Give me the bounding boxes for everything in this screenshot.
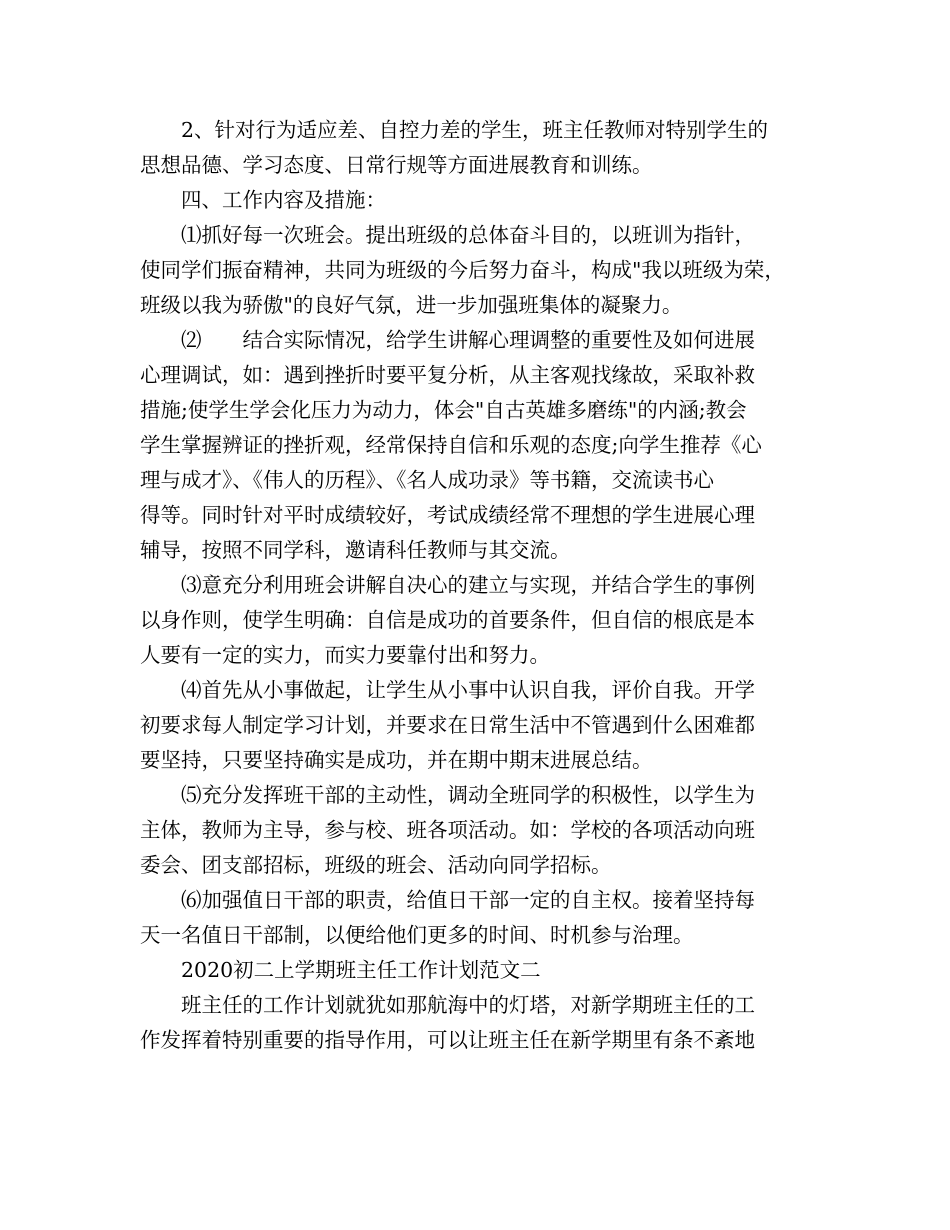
text-line: ⑹加强值日干部的职责，给值日干部一定的自主权。接着坚持每 — [181, 888, 755, 912]
text-line: 使同学们振奋精神，共同为班级的今后努力奋斗，构成"我以班级为荣， — [140, 258, 785, 282]
text-line: 得等。同时针对平时成绩较好，考试成绩经常不理想的学生进展心理 — [140, 503, 755, 527]
text-line: 措施;使学生学会化压力为动力，体会"自古英雄多磨练"的内涵;教会 — [140, 398, 747, 422]
section-heading-work-content — [140, 183, 816, 218]
text-line: 班主任的工作计划就犹如那航海中的灯塔，对新学期班主任的工 — [181, 993, 755, 1017]
text-line: 辅导，按照不同学科，邀请科任教师与其交流。 — [140, 538, 571, 562]
text-line: 2、针对行为适应差、自控力差的学生，班主任教师对特别学生的 — [181, 118, 769, 142]
text-line: ⑵ 结合实际情况，给学生讲解心理调整的重要性及如何进展 — [181, 328, 755, 352]
text-line: 以身作则，使学生明确：自信是成功的首要条件，但自信的根底是本 — [140, 608, 755, 632]
text-line: ⑶意充分利用班会讲解自决心的建立与实现，并结合学生的事例 — [181, 573, 755, 597]
paragraph-item-2 — [140, 323, 816, 568]
text-line: 人要有一定的实力，而实力要靠付出和努力。 — [140, 643, 550, 667]
text-line: 理与成才》、《伟人的历程》、《名人成功录》等书籍，交流读书心 — [140, 468, 714, 492]
text-line: ⑸充分发挥班干部的主动性，调动全班同学的积极性，以学生为 — [181, 783, 755, 807]
paragraph-item-1 — [140, 218, 816, 323]
text-line: 主体，教师为主导，参与校、班各项活动。如：学校的各项活动向班 — [140, 818, 755, 842]
text-line: 委会、团支部招标，班级的班会、活动向同学招标。 — [140, 853, 612, 877]
document-body — [140, 113, 816, 1058]
paragraph-plan-two-intro — [140, 988, 816, 1058]
text-line: 心理调试，如：遇到挫折时要平复分析，从主客观找缘故，采取补救 — [140, 363, 755, 387]
heading-text: 2020初二上学期班主任工作计划范文二 — [181, 958, 541, 982]
text-line: 学生掌握辨证的挫折观，经常保持自信和乐观的态度;向学生推荐《心 — [140, 433, 762, 457]
section-title-plan-two — [140, 953, 816, 988]
text-line: 要坚持，只要坚持确实是成功，并在期中期末进展总结。 — [140, 748, 653, 772]
text-line: ⑴抓好每一次班会。提出班级的总体奋斗目的，以班训为指针， — [181, 223, 755, 247]
paragraph-item-3 — [140, 568, 816, 673]
text-line: ⑷首先从小事做起，让学生从小事中认识自我，评价自我。开学 — [181, 678, 755, 702]
heading-text: 四、工作内容及措施： — [181, 188, 386, 212]
text-line: 初要求每人制定学习计划，并要求在日常生活中不管遇到什么困难都 — [140, 713, 755, 737]
paragraph-behavior-students — [140, 113, 816, 183]
paragraph-item-6 — [140, 883, 816, 953]
paragraph-item-4 — [140, 673, 816, 778]
text-line: 作发挥着特别重要的指导作用，可以让班主任在新学期里有条不紊地 — [140, 1028, 755, 1052]
paragraph-item-5 — [140, 778, 816, 883]
text-line: 天一名值日干部制，以便给他们更多的时间、时机参与治理。 — [140, 923, 694, 947]
text-line: 思想品德、学习态度、日常行规等方面进展教育和训练。 — [140, 153, 653, 177]
text-line: 班级以我为骄傲"的良好气氛，进一步加强班集体的凝聚力。 — [140, 293, 683, 317]
